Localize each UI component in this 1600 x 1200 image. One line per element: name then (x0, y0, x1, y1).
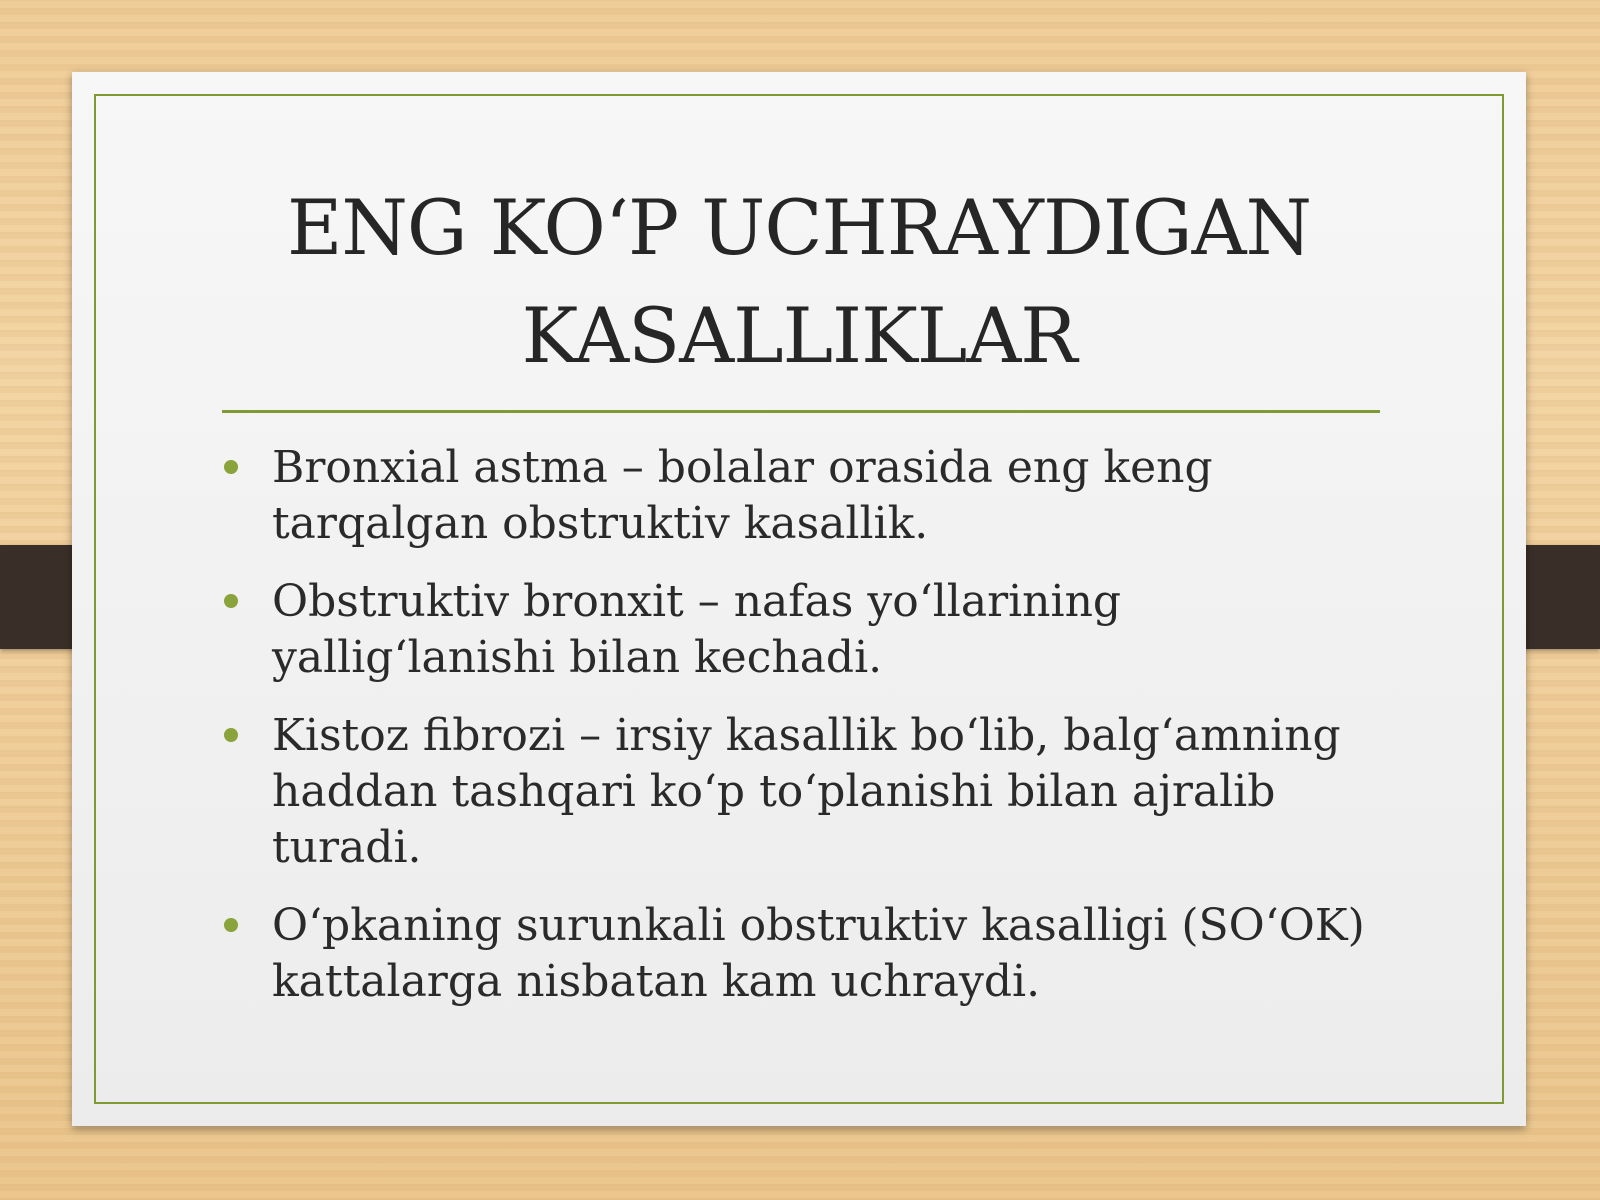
bullet-text: Bronxial astma – bolalar orasida eng keng tarqalgan obstruktiv kasallik. (272, 442, 1213, 549)
bullet-item (222, 574, 1382, 686)
bullet-list (222, 440, 1382, 1032)
bullet-text: Kistoz fibrozi – irsiy kasallik bo‘lib, balg‘amning haddan tashqari ko‘p to‘planishi bilan ajralib turadi. (272, 710, 1341, 873)
bullet-dot-icon (224, 918, 238, 932)
bullet-dot-icon (224, 594, 238, 608)
bullet-item (222, 708, 1382, 876)
bullet-text: O‘pkaning surunkali obstruktiv kasalligi (SO‘OK) kattalarga nisbatan kam uchraydi. (272, 900, 1365, 1007)
title-line-1: ENG KO‘P UCHRAYDIGAN (286, 183, 1312, 272)
slide-card (72, 72, 1526, 1126)
slide-title (72, 174, 1526, 390)
bullet-item (222, 898, 1382, 1010)
bullet-dot-icon (224, 728, 238, 742)
bullet-text: Obstruktiv bronxit – nafas yo‘llarining yallig‘lanishi bilan kechadi. (272, 576, 1122, 683)
title-divider (222, 410, 1380, 413)
bullet-dot-icon (224, 460, 238, 474)
title-line-2: KASALLIKLAR (521, 291, 1077, 380)
bullet-item (222, 440, 1382, 552)
